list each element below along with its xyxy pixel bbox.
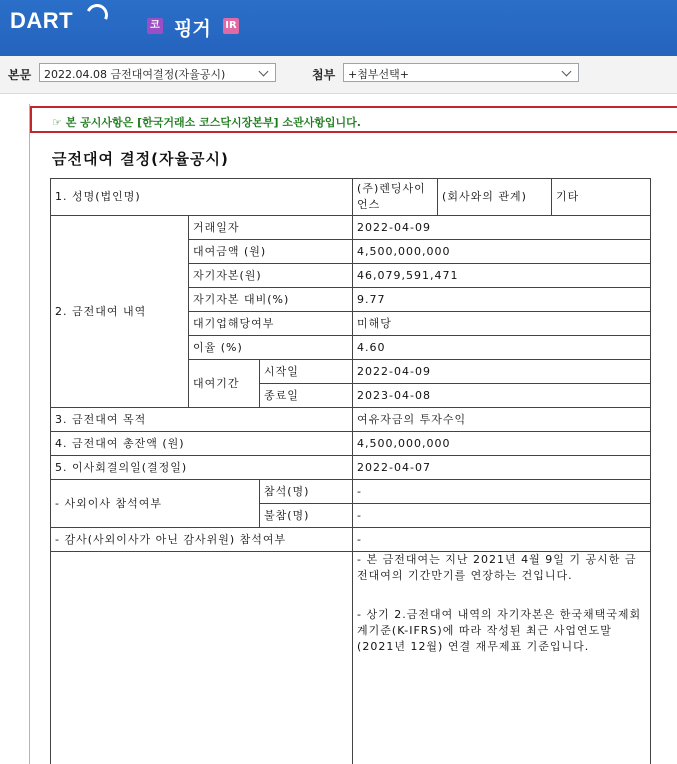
chevron-down-icon — [562, 67, 572, 77]
table-cell: 거래일자 — [189, 216, 353, 240]
company-name[interactable]: 핑거 — [174, 18, 211, 40]
chevron-down-icon — [259, 67, 269, 77]
table-cell: 자기자본(원) — [189, 264, 353, 288]
table-cell: 9.77 — [353, 288, 651, 312]
ir-badge-icon[interactable]: IR — [223, 18, 239, 34]
table-cell: - — [353, 480, 651, 504]
table-row — [51, 552, 651, 764]
document-selector-bar — [0, 56, 677, 94]
table-cell: 이율 (%) — [189, 336, 353, 360]
table-row — [51, 179, 651, 216]
table-cell: 2022-04-09 — [353, 360, 651, 384]
table-cell: 3. 금전대여 목적 — [51, 408, 353, 432]
table-cell: 4.60 — [353, 336, 651, 360]
table-row — [51, 456, 651, 480]
table-cell: 1. 성명(법인명) — [51, 179, 353, 216]
table-cell: 2023-04-08 — [353, 384, 651, 408]
table-cell: (회사와의 관계) — [438, 179, 552, 216]
table-cell: 자기자본 대비(%) — [189, 288, 353, 312]
table-cell: 4. 금전대여 총잔액 (원) — [51, 432, 353, 456]
table-cell: 불참(명) — [260, 504, 353, 528]
table-cell: 시작일 — [260, 360, 353, 384]
table-cell: 참석(명) — [260, 480, 353, 504]
document-frame — [29, 104, 677, 764]
table-cell: 종료일 — [260, 384, 353, 408]
table-row — [51, 408, 651, 432]
table-cell: - — [353, 504, 651, 528]
logo-swoosh-icon — [83, 1, 111, 29]
note-paragraph: - 본 금전대여는 지난 2021년 4월 9일 기 공시한 금전대여의 기간만기를 연장하는 건입니다. — [357, 553, 637, 582]
disclosure-table — [50, 178, 651, 764]
table-cell: 여유자금의 투자수익 — [353, 408, 651, 432]
table-cell: - 사외이사 참석여부 — [51, 480, 260, 528]
main-doc-select-value: 2022.04.08 금전대여결정(자율공시) — [44, 68, 226, 81]
table-row — [51, 528, 651, 552]
attach-label: 첨부 — [312, 68, 336, 82]
table-row — [51, 480, 651, 504]
main-doc-label: 본문 — [8, 68, 32, 82]
attach-select-value: +첨부선택+ — [348, 68, 409, 81]
attach-select[interactable] — [343, 63, 579, 82]
main-doc-select[interactable] — [39, 63, 276, 82]
table-cell: 대여기간 — [189, 360, 260, 408]
table-cell: 미해당 — [353, 312, 651, 336]
table-cell: - — [353, 528, 651, 552]
page-title: 금전대여 결정(자율공시) — [52, 150, 229, 168]
table-cell: 대기업해당여부 — [189, 312, 353, 336]
notes-cell — [353, 552, 651, 764]
table-cell: 2022-04-07 — [353, 456, 651, 480]
table-cell: 4,500,000,000 — [353, 240, 651, 264]
table-cell: 대여금액 (원) — [189, 240, 353, 264]
table-cell: 46,079,591,471 — [353, 264, 651, 288]
app-header — [0, 0, 677, 56]
table-cell: 5. 이사회결의일(결정일) — [51, 456, 353, 480]
table-cell: (주)렌딩사이언스 — [353, 179, 438, 216]
table-cell: 2. 금전대여 내역 — [51, 216, 189, 408]
note-paragraph: - 상기 2.금전대여 내역의 자기자본은 한국채택국제회계기준(K-IFRS)에 따라 작성된 최근 사업연도말(2021년 12월) 연결 재무제표 기준입니다. — [357, 608, 642, 653]
market-badge-icon: 코 — [147, 18, 163, 34]
dart-logo[interactable]: DART — [10, 8, 74, 33]
table-cell: 2022-04-09 — [353, 216, 651, 240]
table-row — [51, 432, 651, 456]
table-cell: - 감사(사외이사가 아닌 감사위원) 참석여부 — [51, 528, 353, 552]
jurisdiction-notice: ☞ 본 공시사항은 [한국거래소 코스닥시장본부] 소관사항입니다. — [30, 106, 677, 133]
table-cell: 4,500,000,000 — [353, 432, 651, 456]
table-cell — [51, 552, 353, 764]
table-cell: 기타 — [552, 179, 651, 216]
table-row — [51, 216, 651, 240]
